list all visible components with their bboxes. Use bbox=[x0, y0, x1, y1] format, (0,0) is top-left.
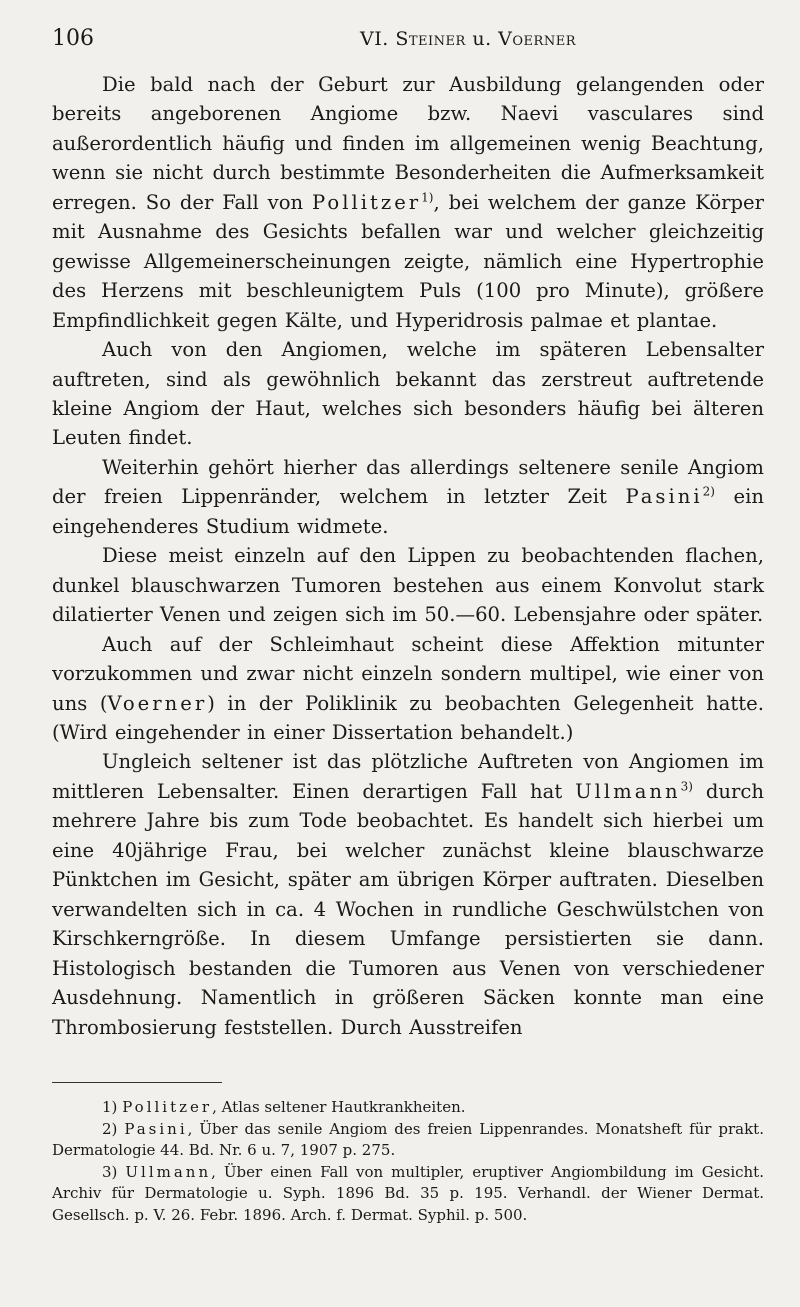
footnote-divider bbox=[52, 1082, 222, 1083]
author-name-pollitzer: Pollitzer bbox=[312, 190, 422, 214]
paragraph-3-text-a: Weiterhin gehört hierher das allerdings seltenere senile Angiom der freien Lippenränder, welchem in letzter Zeit bbox=[52, 455, 764, 509]
footnote-2-text: , Über das senile Angiom des freien Lippenrandes. Monatsheft für prakt. Dermatologie 44. Bd. Nr. 6 u. 7, 1907 p. 275. bbox=[52, 1119, 764, 1160]
footnote-3-text: , Über einen Fall von multipler, eruptiver Angiombildung im Gesicht. Archiv für Dermatologie u. Syph. 1896 Bd. 35 p. 195. Verhandl. der Wiener Dermat. Gesellsch. p. V. 26. Febr. 1896. Arch. f. Dermat. Syphil. p. 500. bbox=[52, 1162, 764, 1224]
paragraph-5-text-b: ) in der Poliklinik zu beobachten Gelegenheit hatte. (Wird eingehender in einer Dissertation behandelt.) bbox=[52, 691, 764, 744]
paragraph-3-text-b: ein eingehenderes Studium widmete. bbox=[52, 485, 765, 538]
author-name-pasini: Pasini bbox=[625, 485, 703, 509]
author-conjunction: u. bbox=[472, 28, 492, 50]
footnote-2-author: Pasini bbox=[124, 1119, 188, 1138]
footnote-1 bbox=[52, 1097, 764, 1119]
footnote-3-number: 3) bbox=[102, 1162, 118, 1181]
author-voerner: Voerner bbox=[498, 28, 576, 50]
footnote-ref-1[interactable]: 1) bbox=[421, 190, 434, 205]
footnote-1-author: Pollitzer bbox=[122, 1098, 213, 1116]
footnote-ref-3[interactable]: 3) bbox=[680, 779, 693, 794]
running-head bbox=[360, 28, 576, 50]
footnote-1-text: , Atlas seltener Hautkrankheiten. bbox=[212, 1098, 466, 1116]
paragraph-1-text-b: , bei welchem der ganze Körper mit Ausnahme des Gesichts befallen war und welcher gleichzeitig gewisse Allgemeinerscheinungen zeigte, nämlich eine Hypertrophie des Herzens mit beschleunigtem Puls (100 pro Minute), größere Empfindlichkeit gegen Kälte, und Hyperidrosis palmae et plantae. bbox=[52, 190, 764, 332]
paragraph-6-text-a: Ungleich seltener ist das plötzliche Auftreten von Angiomen im mittleren Lebensalter. Einen derartigen Fall hat bbox=[52, 750, 764, 803]
footnote-2-number: 2) bbox=[102, 1119, 118, 1138]
paragraph-3 bbox=[52, 453, 764, 541]
page-header bbox=[52, 26, 760, 56]
footnote-3 bbox=[52, 1162, 764, 1227]
footnote-3-author: Ullmann bbox=[125, 1162, 212, 1181]
author-name-ullmann: Ullmann bbox=[575, 779, 681, 803]
paragraph-2: Auch von den Angiomen, welche im späteren Lebensalter auftreten, sind als gewöhnlich bekannt das zerstreut auftretende kleine Angiom der Haut, welches sich besonders häufig bei älteren Leuten findet. bbox=[52, 338, 764, 450]
paragraph-5 bbox=[52, 630, 764, 748]
author-name-voerner: Voerner bbox=[107, 691, 208, 715]
footnotes bbox=[52, 1097, 764, 1227]
paragraph-6-text-b: durch mehrere Jahre bis zum Tode beobachtet. Es handelt sich hierbei um eine 40jährige Frau, bei welcher zunächst kleine blauschwarze Pünktchen im Gesicht, später am übrigen Körper auftraten. Dieselben verwandelten sich in ca. 4 Wochen in rundliche Geschwülstchen von Kirschkerngröße. In diesem Umfange persistierten sie dann. Histologisch bestanden die Tumoren aus Venen von verschiedener Ausdehnung. Namentlich in größeren Säcken konnte man eine Thrombosierung feststellen. Durch Ausstreifen bbox=[52, 779, 765, 1039]
footnote-1-number: 1) bbox=[102, 1098, 118, 1116]
paragraph-5-text-a: Auch auf der Schleimhaut scheint diese Affektion mitunter vorzukommen und zwar nicht einzeln sondern multipel, wie einer von uns ( bbox=[52, 632, 764, 715]
paragraph-4: Diese meist einzeln auf den Lippen zu beobachtenden flachen, dunkel blauschwarzen Tumoren bestehen aus einem Konvolut stark dilatierter Venen und zeigen sich im 50.—60. Lebensjahre oder später. bbox=[52, 544, 764, 627]
page-number: 106 bbox=[52, 26, 94, 51]
footnote-2 bbox=[52, 1119, 764, 1162]
paragraph-1 bbox=[52, 70, 764, 335]
paragraph-1-text-a: Die bald nach der Geburt zur Ausbildung gelangenden oder bereits angeborenen Angiome bzw. Naevi vasculares sind außerordentlich häufig und finden im allgemeinen wenig Beachtung, wenn sie nicht durch bestimmte Besonderheiten die Aufmerksamkeit erregen. So der Fall von bbox=[52, 73, 764, 214]
footnote-ref-2[interactable]: 2) bbox=[702, 484, 715, 499]
chapter-number: VI. bbox=[360, 28, 389, 50]
body-text bbox=[52, 70, 764, 1042]
paragraph-6 bbox=[52, 747, 764, 1042]
author-steiner: Steiner bbox=[395, 28, 466, 50]
